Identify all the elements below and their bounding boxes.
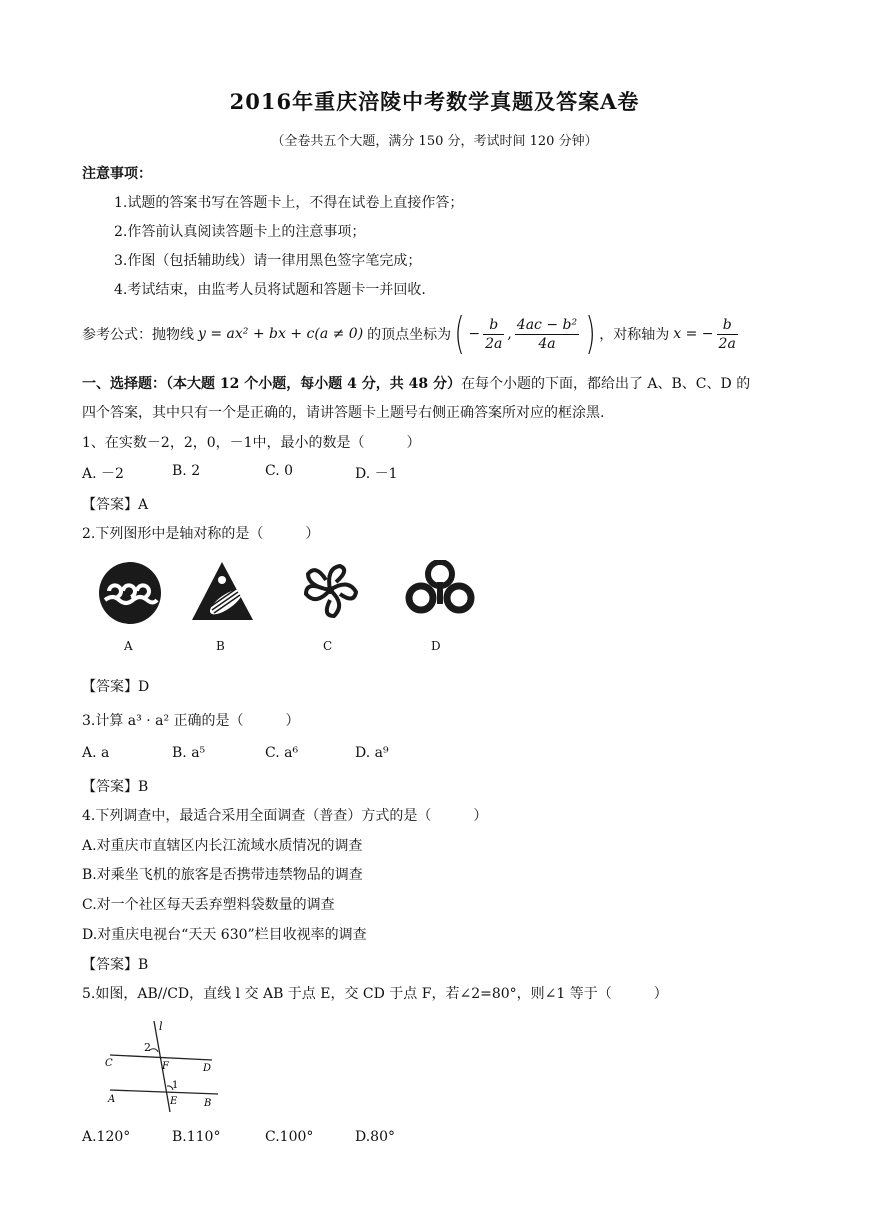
section-heading: 一、选择题：（本大题 12 个小题，每小题 4 分，共 48 分） [82, 376, 461, 392]
label-b: B [204, 1098, 212, 1109]
figure-label-d: D [431, 639, 441, 653]
label-d: D [203, 1063, 212, 1074]
notice-item: 4.考试结束，由监考人员将试题和答题卡一并回收. [114, 282, 426, 298]
figure-label-a: A [124, 639, 133, 653]
section-desc: 在每个小题的下面，都给出了 A、B、C、D 的 [460, 376, 751, 392]
q2-answer: 【答案】D [82, 679, 150, 695]
q5-option-d: D.80° [355, 1129, 395, 1145]
question-3-stem: 3.计算 a³ · a² 正确的是（ ） [82, 713, 300, 729]
q1-option-b: B. 2 [172, 463, 201, 479]
left-paren-icon: ( [454, 308, 465, 359]
formula-axis-lead: ，对称轴为 [599, 327, 670, 343]
label-angle-1: 1 [172, 1080, 179, 1091]
label-angle-2: 2 [144, 1041, 151, 1054]
figure-d-circles-icon [405, 560, 475, 620]
q4-option-d: D.对重庆电视台“天天 630”栏目收视率的调查 [82, 927, 367, 943]
formula-equation: y = ax² + bx + c(a ≠ 0) [198, 326, 364, 342]
figure-a-waves-icon [95, 558, 165, 628]
q1-option-c: C. 0 [265, 463, 294, 479]
q1-option-d: D. －1 [355, 466, 398, 482]
page-subtitle: （全卷共五个大题，满分 150 分，考试时间 120 分钟） [271, 134, 598, 149]
section-heading-line [82, 373, 750, 393]
q3-answer: 【答案】B [82, 779, 149, 795]
formula-lead: 参考公式：抛物线 [82, 327, 194, 343]
vertex-x-fraction: $\frac{b}{2a}$ [485, 316, 503, 352]
reference-formula: 参考公式：抛物线 y = ax² + bx + c(a ≠ 0) 的顶点坐标为 ( − $\frac{b}{2a}$ , $\frac{\text{4ac − b²}}{4a}$ ) ，对称轴为 x = − $\frac{b}{2a}$ [82, 308, 736, 359]
q4-answer: 【答案】B [82, 957, 149, 973]
label-a: A [108, 1094, 116, 1105]
q5-option-a: A.120° [82, 1129, 131, 1145]
q4-option-a: A.对重庆市直辖区内长江流域水质情况的调查 [82, 838, 363, 854]
parallel-lines-figure [100, 1018, 230, 1113]
q3-option-c: C. a⁶ [265, 745, 299, 761]
figure-label-c: C [323, 639, 333, 653]
figure-label-b: B [216, 639, 225, 653]
question-5-stem: 5.如图，AB//CD，直线 l 交 AB 于点 E，交 CD 于点 F，若∠2=80°，则∠1 等于（ ） [82, 986, 668, 1002]
q5-option-c: C.100° [265, 1129, 314, 1145]
figure-b-triangle-icon [190, 560, 255, 622]
q4-option-c: C.对一个社区每天丢弃塑料袋数量的调查 [82, 897, 335, 913]
section-desc-2: 四个答案，其中只有一个是正确的，请讲答题卡上题号右侧正确答案所对应的框涂黑. [82, 405, 605, 421]
q3-option-a: A. a [82, 745, 110, 761]
q1-answer: 【答案】A [82, 497, 149, 513]
q1-option-a: A. －2 [82, 466, 124, 482]
question-1-stem: 1、在实数－2，2，0，－1中，最小的数是（ ） [82, 435, 421, 451]
axis-fraction: $\frac{b}{2a}$ [718, 316, 736, 352]
figure-c-flower-icon [300, 560, 360, 620]
notice-item: 3.作图（包括辅助线）请一律用黑色签字笔完成； [114, 253, 422, 269]
label-c: C [105, 1058, 113, 1069]
question-2-stem: 2.下列图形中是轴对称的是（ ） [82, 526, 320, 542]
page-title: 2016年重庆涪陵中考数学真题及答案A卷 [229, 89, 640, 114]
vertex-y-fraction: $\frac{\text{4ac − b²}}{4a}$ [516, 316, 578, 352]
formula-mid: 的顶点坐标为 [367, 327, 452, 343]
label-l: l [159, 1020, 163, 1033]
notice-item: 1.试题的答案书写在答题卡上，不得在试卷上直接作答； [114, 195, 464, 211]
formula-axis-eq: x = − [673, 326, 714, 342]
label-f: F [162, 1061, 169, 1072]
q4-option-b: B.对乘坐飞机的旅客是否携带违禁物品的调查 [82, 867, 363, 883]
q3-option-d: D. a⁹ [355, 745, 389, 761]
question-4-stem: 4.下列调查中，最适合采用全面调查（普查）方式的是（ ） [82, 808, 488, 824]
q5-option-b: B.110° [172, 1129, 221, 1145]
label-e: E [170, 1096, 178, 1107]
right-paren-icon: ) [585, 308, 596, 359]
q3-option-b: B. a⁵ [172, 745, 206, 761]
notice-item: 2.作答前认真阅读答题卡上的注意事项； [114, 224, 366, 240]
notice-heading: 注意事项： [82, 166, 152, 182]
